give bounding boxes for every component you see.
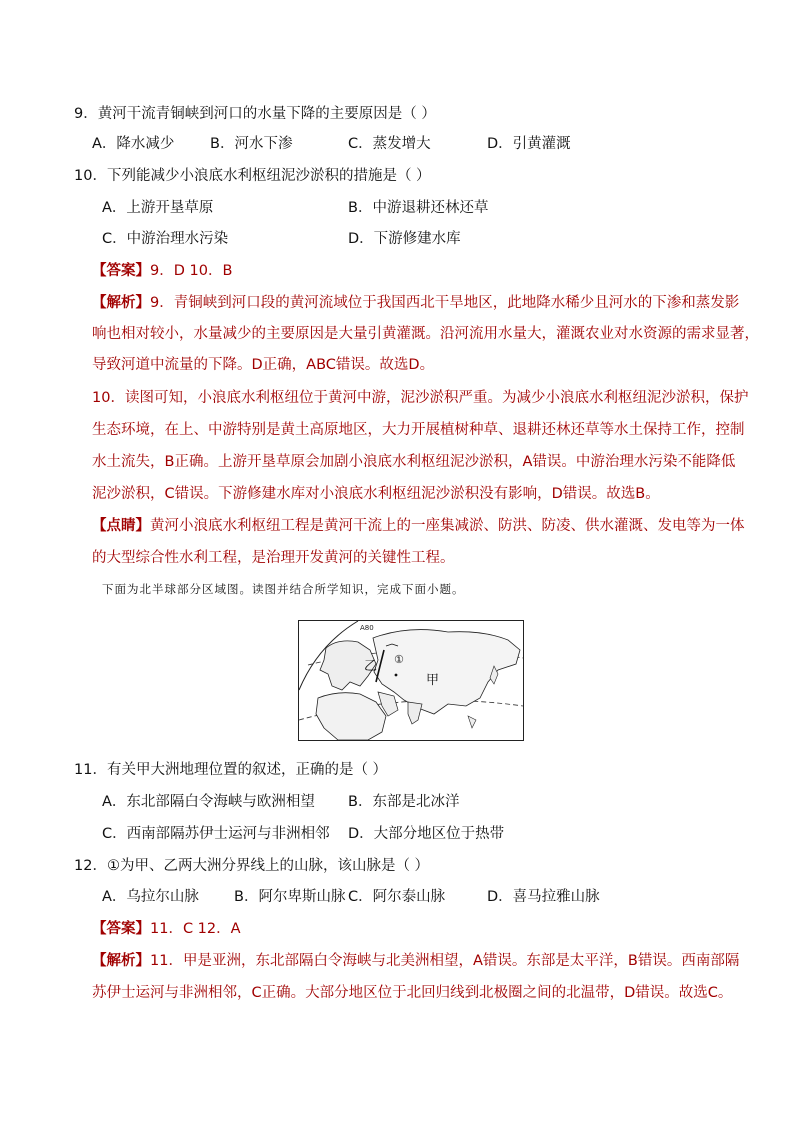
q9-option-d: D．引黄灌溉	[487, 136, 571, 152]
point-line	[92, 516, 745, 536]
map-label-yi: 乙	[364, 659, 378, 674]
q10-stem: 10．下列能减少小浪底水利枢纽泥沙淤积的措施是（ ）	[74, 168, 431, 184]
q12-option-b: B．阿尔卑斯山脉	[234, 889, 346, 905]
q10-option-a: A．上游开垦草原	[102, 200, 214, 216]
answer-tag: 【答案】	[92, 921, 150, 937]
answer-text: 9．D 10．B	[150, 263, 233, 279]
point-text: 黄河小浪底水利枢纽工程是黄河干流上的一座集减淤、防洪、防凌、供水灌溉、发电等为一体	[150, 518, 745, 534]
q10-option-b: B．中游退耕还林还草	[348, 200, 489, 216]
map-label-top: A80	[360, 624, 374, 632]
q9-option-b: B．河水下渗	[210, 136, 293, 152]
q12-option-d: D．喜马拉雅山脉	[487, 889, 600, 905]
answer-line-2	[92, 919, 241, 939]
answer-text: 11．C 12．A	[150, 921, 241, 937]
q12-option-c: C．阿尔泰山脉	[348, 889, 446, 905]
analysis-line: 苏伊士运河与非洲相邻，C正确。大部分地区位于北回归线到北极圈之间的北温带，D错误。故选C。	[92, 985, 733, 1001]
analysis-text: 9．青铜峡到河口段的黄河流域位于我国西北干旱地区，此地降水稀少且河水的下渗和蒸发影	[150, 295, 740, 311]
q11-option-b: B．东部是北冰洋	[348, 794, 460, 810]
analysis-line: 生态环境，在上、中游特别是黄土高原地区，大力开展植树种草、退耕还林还草等水土保持工作，控制	[92, 422, 745, 438]
map-label-jia: 甲	[426, 673, 440, 688]
q11-option-a: A．东北部隔白令海峡与欧洲相望	[102, 794, 315, 810]
analysis-text: 11．甲是亚洲，东北部隔白令海峡与北美洲相望，A错误。东部是太平洋，B错误。西南部隔	[150, 953, 740, 969]
analysis-tag: 【解析】	[92, 295, 150, 311]
analysis-line: 泥沙淤积，C错误。下游修建水库对小浪底水利枢纽泥沙淤积没有影响，D错误。故选B。	[92, 486, 660, 502]
q12-stem: 12．①为甲、乙两大洲分界线上的山脉，该山脉是（ ）	[74, 858, 430, 874]
point-tag: 【点睛】	[92, 518, 150, 534]
map-intro: 下面为北半球部分区域图。读图并结合所学知识，完成下面小题。	[102, 582, 465, 596]
northern-hemisphere-map	[298, 620, 524, 741]
analysis-line: 响也相对较小，水量减少的主要原因是大量引黄灌溉。沿河流用水量大，灌溉农业对水资源的需求显著，	[92, 326, 759, 342]
analysis-line	[92, 293, 739, 313]
map-label-mountain: ①	[394, 653, 404, 666]
q11-option-d: D．大部分地区位于热带	[348, 826, 505, 842]
q10-option-d: D．下游修建水库	[348, 231, 461, 247]
answer-tag: 【答案】	[92, 263, 150, 279]
q11-option-c: C．西南部隔苏伊士运河与非洲相邻	[102, 826, 330, 842]
q9-stem: 9．黄河干流青铜峡到河口的水量下降的主要原因是（ ）	[74, 106, 436, 122]
q10-option-c: C．中游治理水污染	[102, 231, 229, 247]
q9-option-a: A．降水减少	[92, 136, 175, 152]
q12-option-a: A．乌拉尔山脉	[102, 889, 199, 905]
analysis-line: 水土流失，B正确。上游开垦草原会加剧小浪底水利枢纽泥沙淤积，A错误。中游治理水污染不能降低	[92, 454, 736, 470]
q11-stem: 11．有关甲大洲地理位置的叙述，正确的是（ ）	[74, 762, 388, 778]
analysis-line: 导致河道中流量的下降。D正确，ABC错误。故选D。	[92, 357, 435, 373]
point-line: 的大型综合性水利工程，是治理开发黄河的关键性工程。	[92, 550, 455, 566]
analysis-line: 10．读图可知，小浪底水利枢纽位于黄河中游，泥沙淤积严重。为减少小浪底水利枢纽泥沙淤积，保护	[92, 390, 749, 406]
analysis-line	[92, 951, 739, 971]
answer-line-1	[92, 261, 232, 281]
q9-option-c: C．蒸发增大	[348, 136, 431, 152]
analysis-tag: 【解析】	[92, 953, 150, 969]
